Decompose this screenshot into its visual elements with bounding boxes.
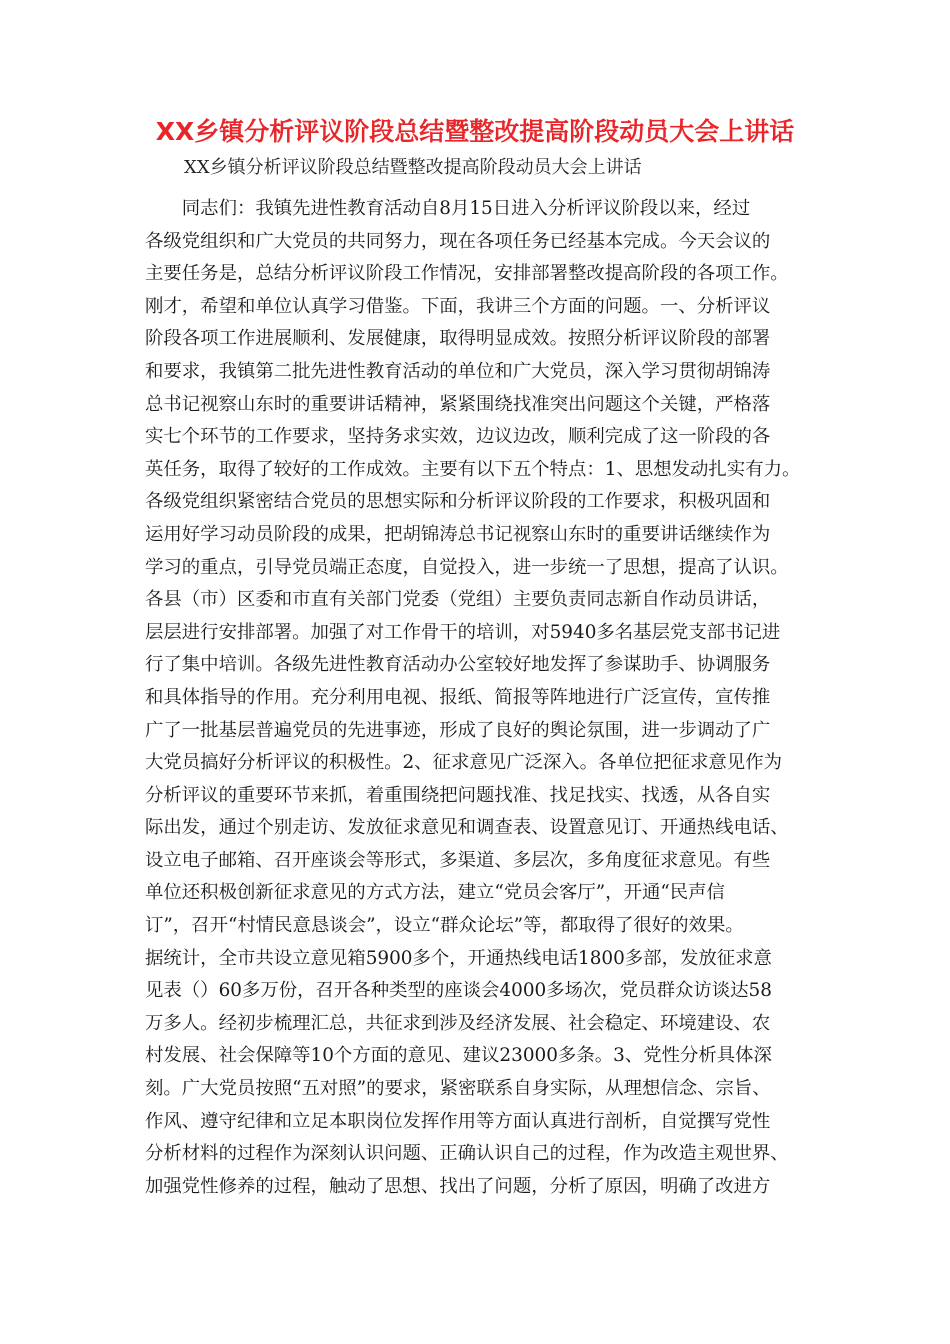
body-text-line: 设立电子邮箱、召开座谈会等形式，多渠道、多层次，多角度征求意见。有些 xyxy=(145,849,771,871)
body-text-line: 分析评议的重要环节来抓，着重围绕把问题找准、找足找实、找透，从各自实 xyxy=(145,784,771,806)
body-text-line: 见表（）60多万份，召开各种类型的座谈会4000多场次，党员群众访谈达58 xyxy=(145,980,772,1002)
document-title: XX乡镇分析评议阶段总结暨整改提高阶段动员大会上讲话 xyxy=(155,117,795,146)
body-text-line: 万多人。经初步梳理汇总，共征求到涉及经济发展、社会稳定、环境建设、农 xyxy=(145,1012,771,1034)
body-text-line: 订”，召开“村情民意恳谈会”，设立“群众论坛”等，都取得了很好的效果。 xyxy=(145,915,744,937)
body-text-line: 和具体指导的作用。充分利用电视、报纸、简报等阵地进行广泛宣传，宣传推 xyxy=(145,686,771,708)
body-text-line: 英任务，取得了较好的工作成效。主要有以下五个特点：1、思想发动扎实有力。 xyxy=(145,458,801,480)
body-text-line: 据统计，全市共设立意见箱5900多个，开通热线电话1800多部，发放征求意 xyxy=(145,947,772,969)
body-text-line: 单位还积极创新征求意见的方式方法，建立“党员会客厅”，开通“民声信 xyxy=(145,882,725,904)
body-text-line: 分析材料的过程作为深刻认识问题、正确认识自己的过程，作为改造主观世界、 xyxy=(145,1143,789,1165)
body-text-line: 村发展、社会保障等10个方面的意见、建议23000多条。3、党性分析具体深 xyxy=(145,1045,772,1067)
body-text-line: 刚才，希望和单位认真学习借鉴。下面，我讲三个方面的问题。一、分析评议 xyxy=(145,295,771,317)
body-text-line: 刻。广大党员按照“五对照”的要求，紧密联系自身实际，从理想信念、宗旨、 xyxy=(145,1078,771,1100)
body-text-line: 各级党组织紧密结合党员的思想实际和分析评议阶段的工作要求，积极巩固和 xyxy=(145,491,771,513)
body-text-line: 加强党性修养的过程，触动了思想、找出了问题，分析了原因，明确了改进方 xyxy=(145,1175,771,1197)
body-text-line: 广了一批基层普遍党员的先进事迹，形成了良好的舆论氛围，进一步调动了广 xyxy=(145,719,771,741)
body-text-line: 学习的重点，引导党员端正态度，自觉投入，进一步统一了思想，提高了认识。 xyxy=(145,556,789,578)
body-text-line: 同志们：我镇先进性教育活动自8月15日进入分析评议阶段以来，经过 xyxy=(145,198,751,219)
body-text-line: 各级党组织和广大党员的共同努力，现在各项任务已经基本完成。今天会议的 xyxy=(145,230,771,252)
body-text-line: 行了集中培训。各级先进性教育活动办公室较好地发挥了参谋助手、协调服务 xyxy=(145,654,771,676)
body-text-line: 大党员搞好分析评议的积极性。2、征求意见广泛深入。各单位把征求意见作为 xyxy=(145,752,782,774)
body-text-line: 主要任务是，总结分析评议阶段工作情况，安排部署整改提高阶段的各项工作。 xyxy=(145,263,789,285)
body-text-line: 层层进行安排部署。加强了对工作骨干的培训，对5940多名基层党支部书记进 xyxy=(145,621,781,643)
body-text-line: 实七个环节的工作要求，坚持务求实效，边议边改，顺利完成了这一阶段的各 xyxy=(145,426,771,448)
body-text-line: 各县（市）区委和市直有关部门党委（党组）主要负责同志新自作动员讲话， xyxy=(145,589,771,611)
body-text-line: 运用好学习动员阶段的成果，把胡锦涛总书记视察山东时的重要讲话继续作为 xyxy=(145,523,771,545)
body-text-line: 作风、遵守纪律和立足本职岗位发挥作用等方面认真进行剖析，自觉撰写党性 xyxy=(145,1110,771,1132)
body-text-line: 总书记视察山东时的重要讲话精神，紧紧围绕找准突出问题这个关键，严格落 xyxy=(145,393,771,415)
document-subtitle: XX乡镇分析评议阶段总结暨整改提高阶段动员大会上讲话 xyxy=(184,157,642,178)
body-text-line: 际出发，通过个别走访、发放征求意见和调查表、设置意见订、开通热线电话、 xyxy=(145,817,789,839)
body-text-line: 和要求，我镇第二批先进性教育活动的单位和广大党员，深入学习贯彻胡锦涛 xyxy=(145,360,771,382)
document-body xyxy=(145,193,825,1203)
body-text-line: 阶段各项工作进展顺利、发展健康，取得明显成效。按照分析评议阶段的部署 xyxy=(145,328,771,350)
